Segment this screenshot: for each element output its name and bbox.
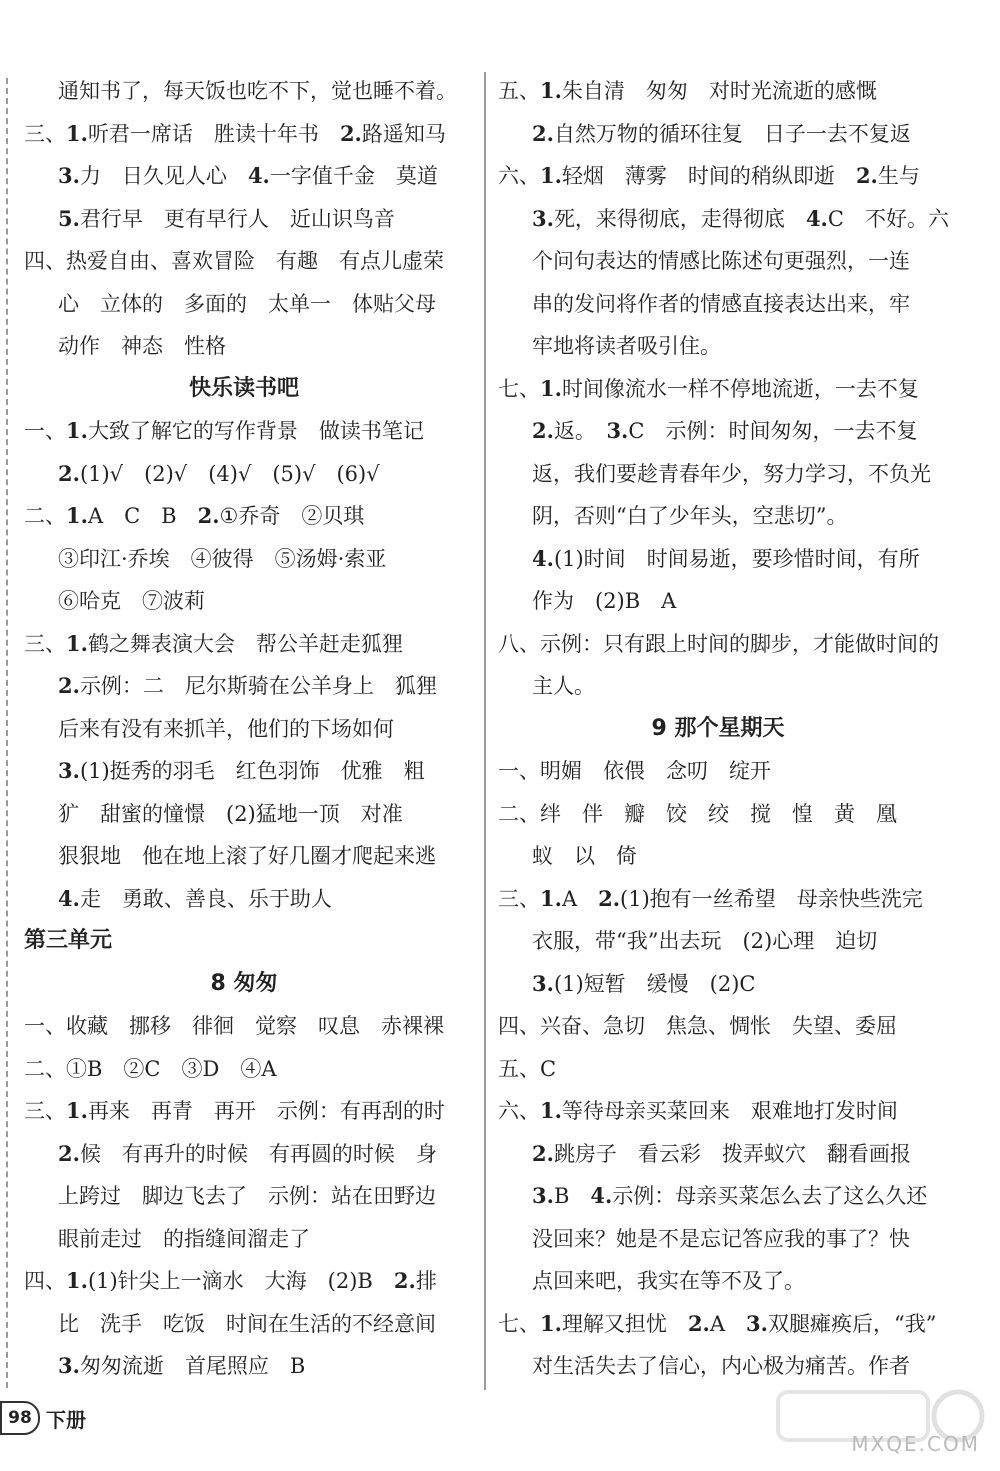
item-number: 2. [532,418,554,443]
left-margin-dashed-line [6,78,8,1388]
answer-line [498,793,938,836]
answer-line [498,198,949,241]
item-number: 1. [540,78,562,103]
item-number: 1. [66,503,88,528]
answer-line [24,240,464,283]
answer-line [498,665,938,708]
answer-text: 串的发问将作者的情感直接表达出来，牢 [532,291,910,316]
answer-text: 衣服，带“我”出去玩 (2)心理 迫切 [532,929,878,953]
item-number: 3. [532,970,554,996]
answer-text: 作为 (2)B A [532,589,677,613]
answer-line [24,708,464,751]
section-number: 六、 [498,1099,540,1123]
answer-line [24,1090,464,1133]
answer-line [498,1133,938,1176]
item-number: 3. [58,1353,80,1378]
answer-line [24,453,464,496]
answer-line [24,70,464,113]
watermark-text: MXQE.COM [851,1432,980,1456]
answer-line [498,878,938,921]
answer-line [498,410,938,453]
answer-text: 生与 [877,164,920,188]
answer-text: 返。 [553,419,607,443]
answer-line [24,1260,464,1303]
section-number: 三、 [498,886,540,911]
section-number: 八、 [498,631,540,656]
answer-text: C [827,206,865,231]
answer-line [498,240,938,283]
section-title: 9 那个星期天 [651,715,785,741]
answer-line [498,538,938,581]
item-number: 2. [687,1310,710,1336]
answer-text: 匆匆流逝 [79,1354,185,1378]
section-number: 四、 [24,249,66,273]
answer-text: A [709,1311,747,1336]
page-number-badge: 98 [0,1401,40,1435]
answer-line [24,1345,464,1388]
answer-text: (1)抱有一丝希望 母亲快些洗完 [620,886,923,911]
answer-text: ③印江·乔埃 ④彼得 ⑤汤姆·索亚 [58,546,387,571]
answer-text: 绊 伴 瓣 饺 绞 搅 惶 黄 凰 [540,801,897,826]
item-number: 2. [393,1268,416,1293]
answer-text: 一字值千金 [269,164,396,188]
answer-line [498,113,938,156]
item-number: 1. [66,120,88,146]
answer-text: 上跨过 脚边飞去了 示例：站在田野边 [58,1184,436,1208]
answer-text: 听君一席话 胜读十年书 [87,121,340,146]
answer-line [498,963,938,1006]
item-number: 2. [598,885,621,911]
answer-text: 个问句表达的情感比陈述句更强烈，一连 [532,249,910,273]
item-number: 2. [58,1140,80,1166]
answer-text: 不好。六 [864,206,949,231]
section-number: 二、 [24,1056,66,1081]
item-number: 3. [58,758,80,783]
item-number: 1. [66,1098,88,1123]
column-divider [484,72,486,1390]
section-number: 五、 [498,79,540,103]
answer-text: 示例：只有跟上时间的脚步，才能做时间的 [540,631,939,656]
answer-line [24,1133,464,1176]
answer-text: 没回来？她是不是忘记答应我的事了？快 [532,1226,910,1251]
answer-line [24,538,464,581]
section-number: 五、 [498,1056,540,1081]
answer-text: 勇敢、善良、乐于助人 [121,886,332,911]
answer-text: 近山识鸟音 [289,206,395,231]
answer-line [24,793,464,836]
section-number: 一、 [24,419,66,443]
answer-line [498,155,938,198]
item-number: 2. [58,673,80,698]
answer-text: 热爱自由、喜欢冒险 有趣 有点儿虚荣 [66,249,444,273]
answer-text: B [553,1184,591,1208]
right-column [498,70,949,1388]
answer-text: 轻烟 薄雾 时间的稍纵即逝 [561,164,856,188]
answer-line [24,1175,464,1218]
answer-text: 眼前走过 的指缝间溜走了 [58,1226,310,1251]
section-number: 四、 [498,1014,540,1038]
answer-text: 牢地将读者吸引住。 [532,334,721,358]
item-number: 2. [855,163,878,188]
section-number: 三、 [24,121,66,146]
answer-line [498,283,938,326]
answer-text: ⑥哈克 ⑦波莉 [58,589,205,613]
answer-text: 示例：母亲买菜怎么去了这么久还 [612,1184,928,1208]
answer-text: 主人。 [532,674,595,698]
unit-title: 第三单元 [24,928,113,953]
answer-text: 心 立体的 多面的 太单一 体贴父母 [58,291,436,316]
answer-text: 等待母亲买菜回来 艰难地打发时间 [561,1099,898,1123]
item-number: 1. [540,163,562,188]
answer-line [498,495,938,538]
item-number: 1. [540,885,562,911]
answer-text: (1)短暂 缓慢 (2)C [553,971,756,996]
item-number: 1. [66,418,88,443]
answer-line [24,410,464,453]
answer-text: (1)√ (2)√ (4)√ (5)√ (6)√ [79,461,380,486]
answer-text: 点回来吧，我实在等不及了。 [532,1269,805,1293]
answer-line [498,70,938,113]
answer-line [24,878,464,921]
answer-line [24,1048,464,1091]
answer-line [498,1090,938,1133]
item-number: 2. [532,120,554,146]
answer-text: 时间像流水一样不停地流逝，一去不复 [561,376,919,401]
answer-text: 排 [415,1269,437,1293]
item-number: 1. [540,1098,562,1123]
answer-text: C [540,1056,557,1081]
section-title: 快乐读书吧 [188,375,299,401]
item-number: 4. [805,205,828,231]
item-number: 3. [532,205,554,231]
answer-text: 走 [79,886,122,911]
answer-text: A [561,886,599,911]
item-number: 1. [540,375,562,401]
answer-text: 莫道 [395,164,438,188]
item-number: 5. [58,205,80,231]
answer-line [498,368,938,411]
answer-line [24,665,464,708]
answer-text: 狠狠地 他在地上滚了好几圈才爬起来逃 [58,844,436,868]
answer-text: 动作 神态 性格 [58,334,226,358]
answer-text: 犷 甜蜜的憧憬 (2)猛地一顶 对准 [58,801,403,826]
answer-text: 君行早 更有早行人 [79,206,290,231]
section-number: 六、 [498,164,540,188]
answer-text: (1)针尖上一滴水 大海 (2)B [87,1269,394,1293]
answer-line [24,495,464,538]
answer-text: 跳房子 看云彩 拨弄蚁穴 翻看画报 [553,1141,911,1166]
answer-line [24,283,464,326]
answer-text: 收藏 挪移 徘徊 觉察 叹息 赤裸裸 [66,1014,444,1038]
answer-text: 鹤之舞表演大会 帮公羊赶走狐狸 [87,631,403,656]
item-number: 3. [58,163,80,188]
answer-text: 后来有没有来抓羊，他们的下场如何 [58,716,394,741]
answer-text: 候 有再升的时候 有再圆的时候 [79,1141,416,1166]
answer-text: 蚁 以 倚 [532,844,637,868]
answer-line [498,920,938,963]
section-number: 一、 [24,1014,66,1038]
answer-line [498,580,938,623]
answer-text: 阴，否则“白了少年头，空悲切”。 [532,504,848,528]
item-number: 4. [532,545,554,571]
item-number: 2. [58,460,80,486]
answer-text: 理解又担忧 [561,1311,688,1336]
answer-text: 朱自清 匆匆 对时光流逝的感慨 [561,79,877,103]
answer-text: 双腿瘫痪后，“我” [767,1311,937,1336]
answer-line [498,1048,938,1091]
answer-line [498,750,938,793]
answer-line [498,1005,938,1048]
answer-text: 首尾照应 B [184,1354,306,1378]
answer-line [498,1218,938,1261]
section-number: 七、 [498,376,540,401]
watermark-logo-icon [758,1380,988,1470]
answer-line [24,325,464,368]
answer-text: 兴奋、急切 焦急、惆怅 失望、委屈 [540,1014,897,1038]
item-number: 1. [66,630,88,656]
section-number: 一、 [498,759,540,783]
answer-line [498,325,938,368]
answer-text: C [628,419,666,443]
item-number: 2. [197,503,220,528]
section-number: 七、 [498,1311,540,1336]
item-number: 4. [590,1183,613,1208]
item-number: 2. [339,120,362,146]
section-number: 三、 [24,631,66,656]
answer-text: 再来 再青 再开 示例：有再刮的时 [87,1099,445,1123]
answer-line [498,623,938,666]
answer-line [24,198,464,241]
section-number: 三、 [24,1099,66,1123]
answer-text: 示例：二 尼尔斯骑在公羊身上 狐狸 [79,674,437,698]
section-number: 二、 [24,504,66,528]
answer-line [24,623,464,666]
answer-line [24,580,464,623]
left-column [24,70,464,1388]
item-number: 3. [532,1183,554,1208]
answer-text: 路遥知马 [361,121,446,146]
answer-text: 明媚 依偎 念叨 绽开 [540,759,771,783]
answer-text: 身 [415,1141,437,1166]
answer-text: 比 洗手 吃饭 时间在生活的不经意间 [58,1311,436,1336]
answer-text: ①B ②C ③D ④A [66,1056,277,1081]
answer-text: 死，来得彻底，走得彻底 [553,206,806,231]
answer-text: 力 日久见人心 [79,164,248,188]
answer-line [498,1260,938,1303]
answer-line [24,1218,464,1261]
answer-line [498,1303,938,1346]
answer-line [24,1005,464,1048]
section-number: 二、 [498,801,540,826]
answer-line [498,453,938,496]
answer-line [498,1175,938,1218]
volume-label: 下册 [46,1407,86,1432]
answer-text: 返，我们要趁青春年少，努力学习，不负光 [532,461,931,486]
item-number: 2. [532,1140,554,1166]
answer-line [24,750,464,793]
item-number: 4. [247,163,270,188]
answer-text: 对生活失去了信心，内心极为痛苦。作者 [532,1354,910,1378]
answer-text: (1)挺秀的羽毛 红色羽饰 优雅 粗 [79,759,425,783]
answer-text: 大致了解它的写作背景 做读书笔记 [87,419,424,443]
answer-text: 示例：时间匆匆，一去不复 [665,419,918,443]
item-number: 4. [58,885,80,911]
page-footer [0,1398,86,1438]
answer-line [498,835,938,878]
answer-line [24,113,464,156]
section-title: 8 匆匆 [210,970,278,996]
answer-text: ①乔奇 ②贝琪 [219,504,365,528]
item-number: 3. [606,418,629,443]
answer-text: (1)时间 时间易逝，要珍惜时间，有所 [553,546,920,571]
answer-text: 通知书了，每天饭也吃不下，觉也睡不着。 [58,79,457,103]
section-number: 四、 [24,1269,66,1293]
item-number: 3. [746,1310,768,1336]
answer-line [24,155,464,198]
answer-line [24,1303,464,1346]
answer-text: 自然万物的循环往复 日子一去不复返 [553,121,911,146]
answer-line [24,835,464,878]
item-number: 1. [66,1268,88,1293]
item-number: 1. [540,1310,562,1336]
answer-text: A C B [87,504,198,528]
